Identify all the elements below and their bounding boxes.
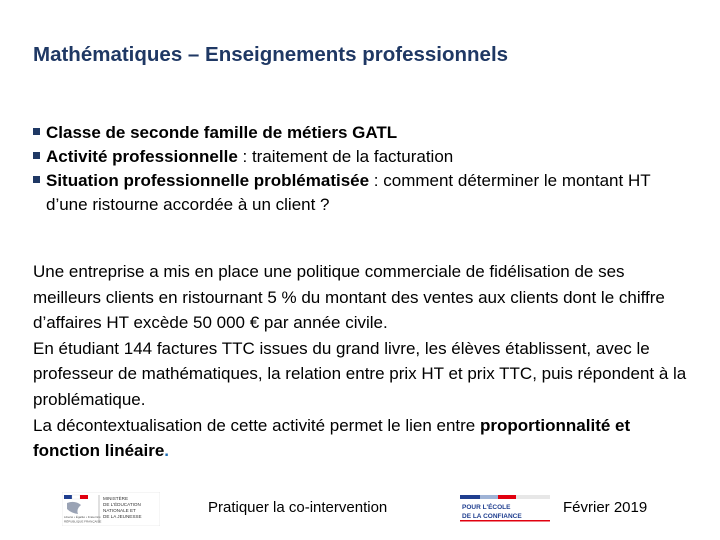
- logo-text-line: POUR L'ÉCOLE: [462, 504, 511, 511]
- bullet-item: [33, 169, 693, 217]
- bullet-item: [33, 145, 693, 169]
- logo-text-line: MINISTÈRE: [103, 496, 129, 501]
- bullet-text: : comment déterminer le montant HT d’une ristourne accordée à un client ?: [46, 171, 651, 214]
- square-bullet-icon: [33, 128, 40, 135]
- bullet-item: [33, 121, 693, 145]
- bullet-strong: Classe de seconde famille de métiers GATL: [46, 123, 398, 142]
- square-bullet-icon: [33, 176, 40, 183]
- logo-text-line: DE LA CONFIANCE: [462, 513, 522, 520]
- footer-subject: Pratiquer la co-intervention: [208, 499, 388, 516]
- ministry-logo: [62, 492, 160, 526]
- paragraph-3: [33, 413, 693, 464]
- logo-motto-text: Liberté • Égalité • Fraternité: [64, 515, 101, 519]
- square-bullet-icon: [33, 152, 40, 159]
- logo-text-line: DE L'ÉDUCATION: [103, 502, 141, 507]
- bullet-strong: Situation professionnelle problématisée: [46, 171, 370, 190]
- logo-text-line: NATIONALE ET: [103, 508, 136, 513]
- body-paragraph: [33, 259, 693, 464]
- bullet-list: [33, 121, 693, 217]
- logo-country-text: RÉPUBLIQUE FRANÇAISE: [64, 519, 102, 524]
- logo-text-line: DE LA JEUNESSE: [103, 514, 142, 519]
- bullet-text: : traitement de la facturation: [237, 147, 454, 166]
- bullet-strong: Activité professionnelle: [46, 147, 238, 166]
- paragraph-3-lead: La décontextualisation de cette activité permet le lien entre: [33, 415, 480, 435]
- footer-date: Février 2019: [563, 499, 648, 516]
- ecole-confiance-logo: [460, 493, 552, 523]
- paragraph-2: En étudiant 144 factures TTC issues du grand livre, les élèves établissent, avec le professeur de mathématiques, la relation entre prix HT et prix TTC, puis répondent à la problématique.: [33, 338, 687, 409]
- paragraph-3-end: .: [164, 441, 170, 461]
- slide-title: Mathématiques – Enseignements professionnels: [33, 43, 509, 66]
- paragraph-1: Une entreprise a mis en place une politique commerciale de fidélisation de ses meilleurs clients en ristournant 5 % du montant des ventes aux clients dont le chiffre d’affaires HT excède 50 000 € par année civile.: [33, 262, 665, 333]
- paragraph-3-strong: proportionnalité et fonction linéaire: [33, 415, 631, 461]
